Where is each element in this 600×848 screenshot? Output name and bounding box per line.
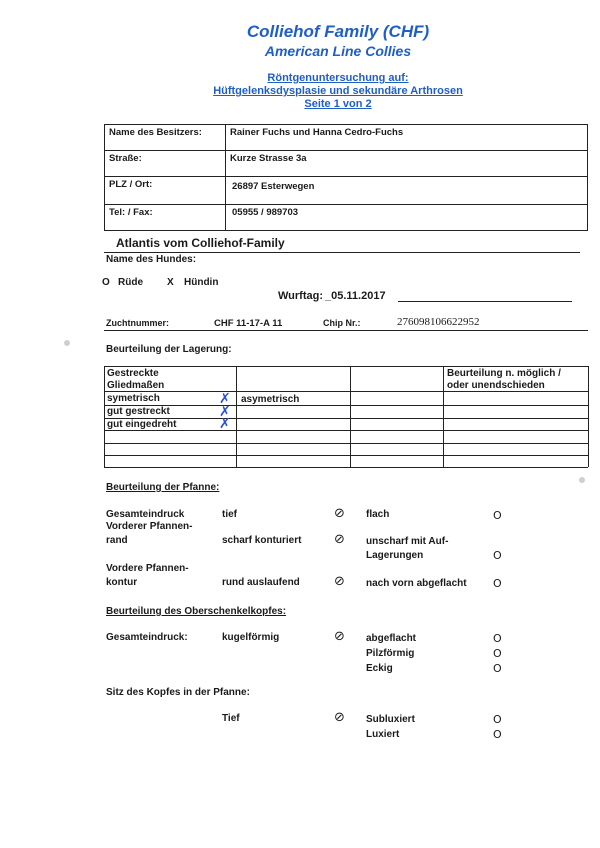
femoral-overall-label: Gesamteindruck: — [106, 632, 188, 643]
femoral-option-eckig: Eckig — [366, 663, 393, 674]
grid-line — [104, 455, 588, 456]
checkbox-rund: ⊘ — [334, 574, 345, 589]
grid-line — [104, 467, 588, 468]
owner-label: Name des Besitzers: — [105, 125, 226, 151]
dog-name-value: Atlantis vom Colliehof-Family — [116, 236, 285, 250]
row-gut-eingedreht: gut eingedreht — [107, 419, 177, 430]
checkbox-kugelfoermig: ⊘ — [334, 629, 345, 644]
row-asymetrisch: asymetrisch — [241, 394, 300, 405]
grid-line — [588, 366, 589, 467]
row-symetrisch: symetrisch — [107, 393, 160, 404]
femoral-head-heading: Beurteilung des Oberschenkelkopfes: — [106, 606, 287, 617]
chip-line — [104, 330, 588, 331]
owner-row — [105, 205, 588, 231]
sex-female-marker: X — [167, 277, 174, 288]
front-rim-label-1: Vorderer Pfannen- — [106, 521, 193, 532]
chip-label: Chip Nr.: — [323, 318, 361, 328]
sex-male-label: Rüde — [118, 277, 143, 288]
owner-value: Rainer Fuchs und Hanna Cedro-Fuchs — [226, 125, 588, 151]
front-rim-label-2: rand — [106, 535, 128, 546]
checkbox-scharf: ⊘ — [334, 532, 345, 547]
owner-value: 26897 Esterwegen — [226, 177, 588, 205]
grid-line — [350, 366, 351, 467]
dog-name-line — [104, 252, 580, 253]
scan-speck — [64, 340, 70, 346]
grid-line — [104, 430, 588, 431]
acetabulum-option-tief: tief — [222, 509, 237, 520]
seat-option-tief: Tief — [222, 713, 240, 724]
grid-header-col1-line2: Gliedmaßen — [107, 380, 165, 391]
positioning-heading: Beurteilung der Lagerung: — [106, 344, 232, 355]
row-gut-gestreckt: gut gestreckt — [107, 406, 170, 417]
owner-table — [104, 124, 588, 231]
owner-row — [105, 151, 588, 177]
contour-option-abgeflacht: nach vorn abgeflacht — [366, 578, 467, 589]
chip-value: 276098106622952 — [397, 316, 480, 328]
owner-value: 05955 / 989703 — [226, 205, 588, 231]
checkbox-tief: ⊘ — [334, 506, 345, 521]
sex-male-marker: O — [102, 277, 110, 288]
seat-option-subluxiert: Subluxiert — [366, 714, 415, 725]
acetabulum-heading: Beurteilung der Pfanne: — [106, 482, 220, 493]
sex-female-label: Hündin — [184, 277, 219, 288]
document-subtitle: American Line Collies — [264, 43, 412, 59]
owner-row — [105, 125, 588, 151]
birth-label: Wurftag: — [278, 290, 324, 302]
birth-value: _05.11.2017 — [325, 290, 386, 302]
exam-line-2: Hüftgelenksdysplasie und sekundäre Arthrosen — [213, 85, 463, 97]
front-contour-label-2: kontur — [106, 577, 138, 588]
birth-line — [398, 301, 572, 302]
owner-row — [105, 177, 588, 205]
front-contour-label-1: Vordere Pfannen- — [106, 563, 189, 574]
front-rim-option-unscharf-1: unscharf mit Auf- — [366, 536, 449, 547]
grid-line — [104, 366, 588, 367]
checkbox-pilzfoermig: O — [493, 647, 502, 660]
checkbox-abgeflacht: O — [493, 632, 502, 645]
femoral-option-kugelfoermig: kugelförmig — [222, 632, 280, 643]
grid-header-col4-line2: oder unendschieden — [447, 380, 545, 391]
checkbox-subluxiert: O — [493, 713, 502, 726]
seat-option-luxiert: Luxiert — [366, 729, 400, 740]
checkbox-unscharf: O — [493, 549, 502, 562]
checkbox-eckig: O — [493, 662, 502, 675]
owner-value: Kurze Strasse 3a — [226, 151, 588, 177]
acetabulum-option-flach: flach — [366, 509, 390, 520]
page-indicator: Seite 1 von 2 — [304, 98, 372, 110]
grid-line — [104, 418, 588, 419]
contour-option-rund: rund auslaufend — [222, 577, 300, 588]
owner-label: Tel: / Fax: — [105, 205, 226, 231]
dog-name-label: Name des Hundes: — [106, 254, 197, 265]
acetabulum-overall-label: Gesamteindruck — [106, 509, 185, 520]
grid-header-col4-line1: Beurteilung n. möglich / — [447, 368, 561, 379]
checkbox-flach: O — [493, 509, 502, 522]
grid-line — [443, 366, 444, 467]
grid-line — [104, 391, 588, 392]
seat-heading: Sitz des Kopfes in der Pfanne: — [106, 687, 250, 698]
checkbox-seat-tief: ⊘ — [334, 710, 345, 725]
checkbox-abgeflacht-vorn: O — [493, 577, 502, 590]
owner-label: PLZ / Ort: — [105, 177, 226, 205]
grid-line — [236, 366, 237, 467]
grid-line — [104, 405, 588, 406]
femoral-option-pilzfoermig: Pilzförmig — [366, 648, 415, 659]
owner-label: Straße: — [105, 151, 226, 177]
check-mark-symetrisch: ✗ — [219, 391, 231, 407]
grid-line — [104, 443, 588, 444]
scan-speck — [579, 477, 585, 483]
breeding-label: Zuchtnummer: — [106, 318, 169, 328]
grid-header-col1-line1: Gestreckte — [107, 368, 159, 379]
check-mark-gestreckt: ✗ — [219, 404, 231, 420]
checkbox-luxiert: O — [493, 728, 502, 741]
front-rim-option-scharf: scharf konturiert — [222, 535, 302, 546]
front-rim-option-unscharf-2: Lagerungen — [366, 550, 424, 561]
breeding-value: CHF 11-17-A 11 — [214, 318, 283, 329]
grid-line — [104, 366, 105, 467]
exam-line-1: Röntgenuntersuchung auf: — [267, 72, 409, 84]
document-title: Colliehof Family (CHF) — [246, 22, 430, 41]
femoral-option-abgeflacht: abgeflacht — [366, 633, 417, 644]
check-mark-eingedreht: ✗ — [219, 416, 231, 432]
